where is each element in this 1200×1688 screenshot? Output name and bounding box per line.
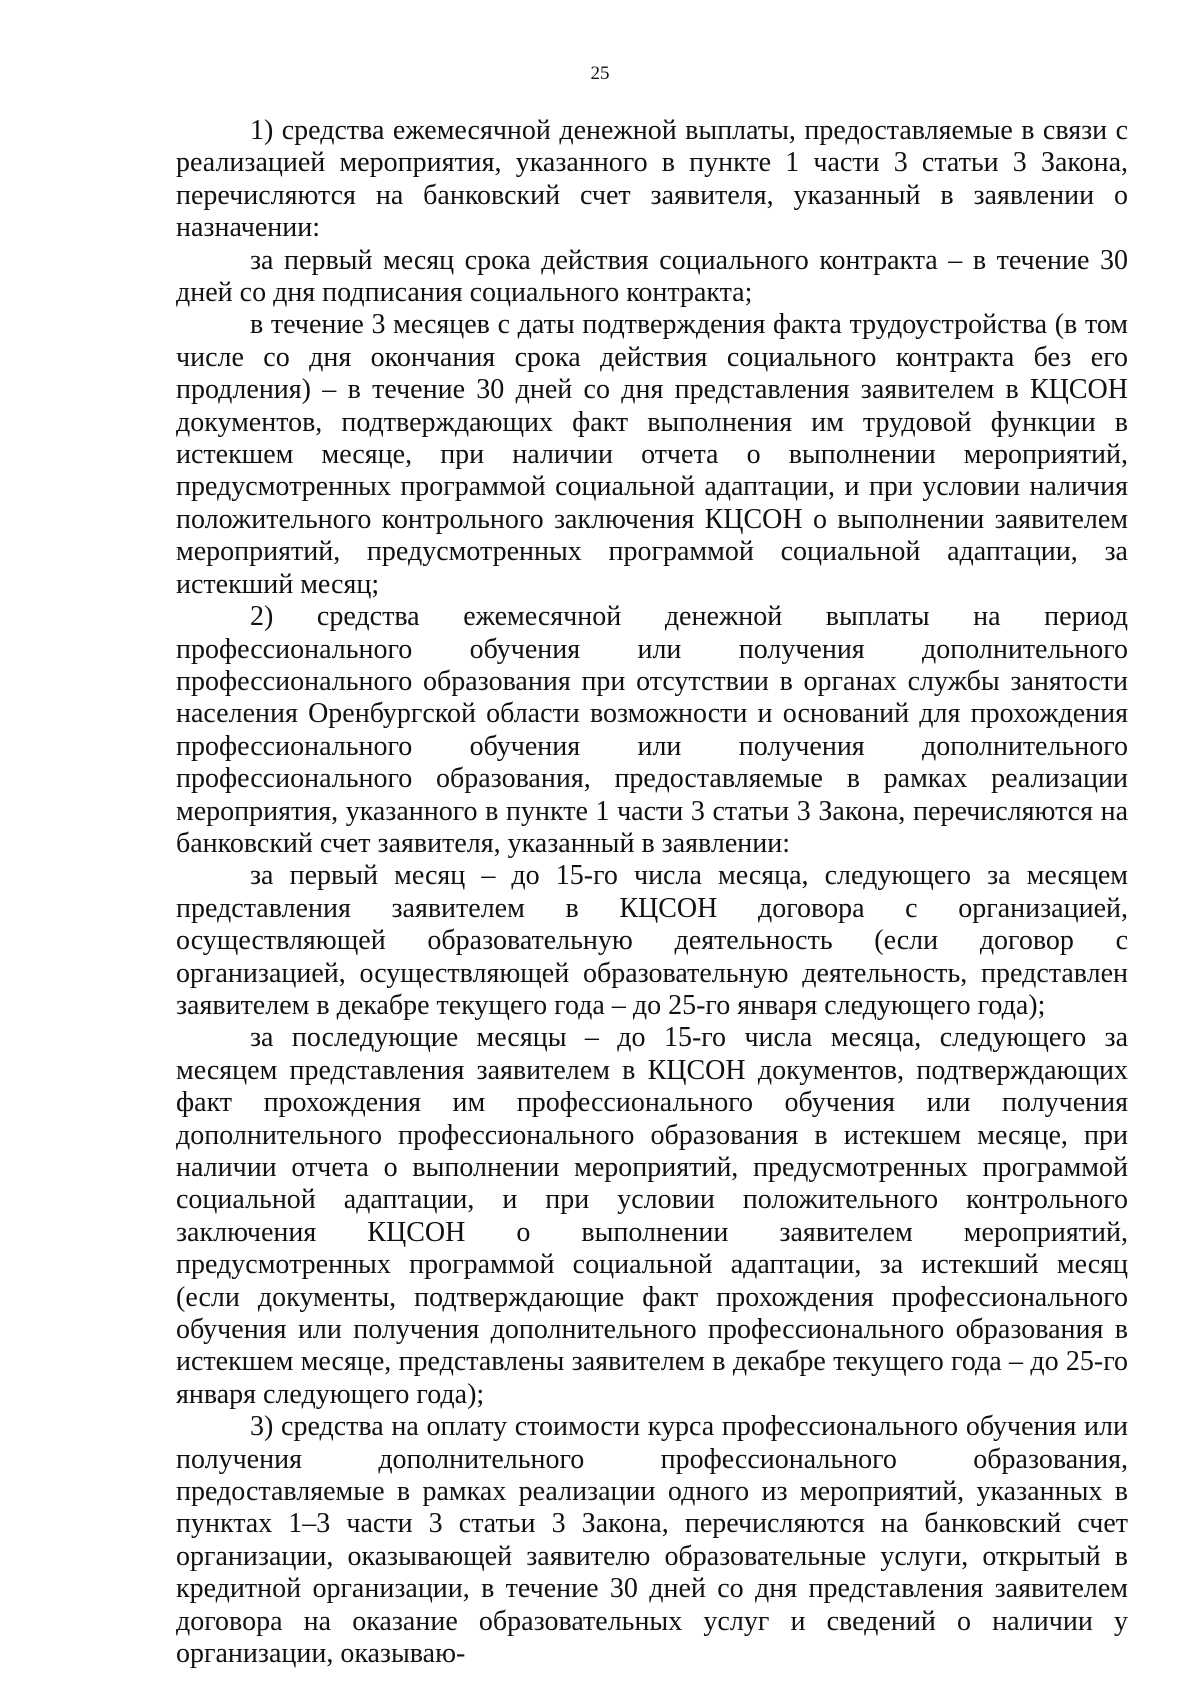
paragraph-1: 1) средства ежемесячной денежной выплаты, предоставляемые в связи с реализацией мероприятия, указанного в пункте 1 части 3 статьи 3 Закона, перечисляются на банковский счет заявителя, указанный в заявлении о назначении: <box>176 115 1128 244</box>
paragraph-6: за последующие месяцы – до 15-го числа месяца, следующего за месяцем представления заявителем в КЦСОН документов, подтверждающих факт прохождения им профессионального обучения или получения дополнительного профессионального образования в истекшем месяце, при наличии отчета о выполнении мероприятий, предусмотренных программой социальной адаптации, и при условии положительного контрольного заключения КЦСОН о выполнении заявителем мероприятий, предусмотренных программой социальной адаптации, за истекший месяц (если документы, подтверждающие факт прохождения профессионального обучения или получения дополнительного профессионального образования в истекшем месяце, представлены заявителем в декабре текущего года – до 25-го января следующего года); <box>176 1022 1128 1410</box>
page-number: 25 <box>590 63 610 84</box>
paragraph-3: в течение 3 месяцев с даты подтверждения факта трудоустройства (в том числе со дня окончания срока действия социального контракта без его продления) – в течение 30 дней со дня представления заявителем в КЦСОН документов, подтверждающих факт выполнения им трудовой функции в истекшем месяце, при наличии отчета о выполнении мероприятий, предусмотренных программой социальной адаптации, и при условии наличия положительного контрольного заключения КЦСОН о выполнении заявителем мероприятий, предусмотренных программой социальной адаптации, за истекший месяц; <box>176 309 1128 600</box>
document-body <box>176 115 1128 1671</box>
paragraph-7: 3) средства на оплату стоимости курса профессионального обучения или получения дополнительного профессионального образования, предоставляемые в рамках реализации одного из мероприятий, указанных в пунктах 1–3 части 3 статьи 3 Закона, перечисляются на банковский счет организации, оказывающей заявителю образовательные услуги, открытый в кредитной организации, в течение 30 дней со дня представления заявителем договора на оказание образовательных услуг и сведений о наличии у организации, оказываю- <box>176 1411 1128 1670</box>
paragraph-4: 2) средства ежемесячной денежной выплаты на период профессионального обучения или получения дополнительного профессионального образования при отсутствии в органах службы занятости населения Оренбургской области возможности и оснований для прохождения профессионального обучения или получения дополнительного профессионального образования, предоставляемые в рамках реализации мероприятия, указанного в пункте 1 части 3 статьи 3 Закона, перечисляются на банковский счет заявителя, указанный в заявлении: <box>176 601 1128 859</box>
paragraph-5: за первый месяц – до 15-го числа месяца, следующего за месяцем представления заявителем в КЦСОН договора с организацией, осуществляющей образовательную деятельность (если договор с организацией, осуществляющей образовательную деятельность, представлен заявителем в декабре текущего года – до 25-го января следующего года); <box>176 860 1128 1021</box>
paragraph-2: за первый месяц срока действия социального контракта – в течение 30 дней со дня подписания социального контракта; <box>176 244 1128 309</box>
